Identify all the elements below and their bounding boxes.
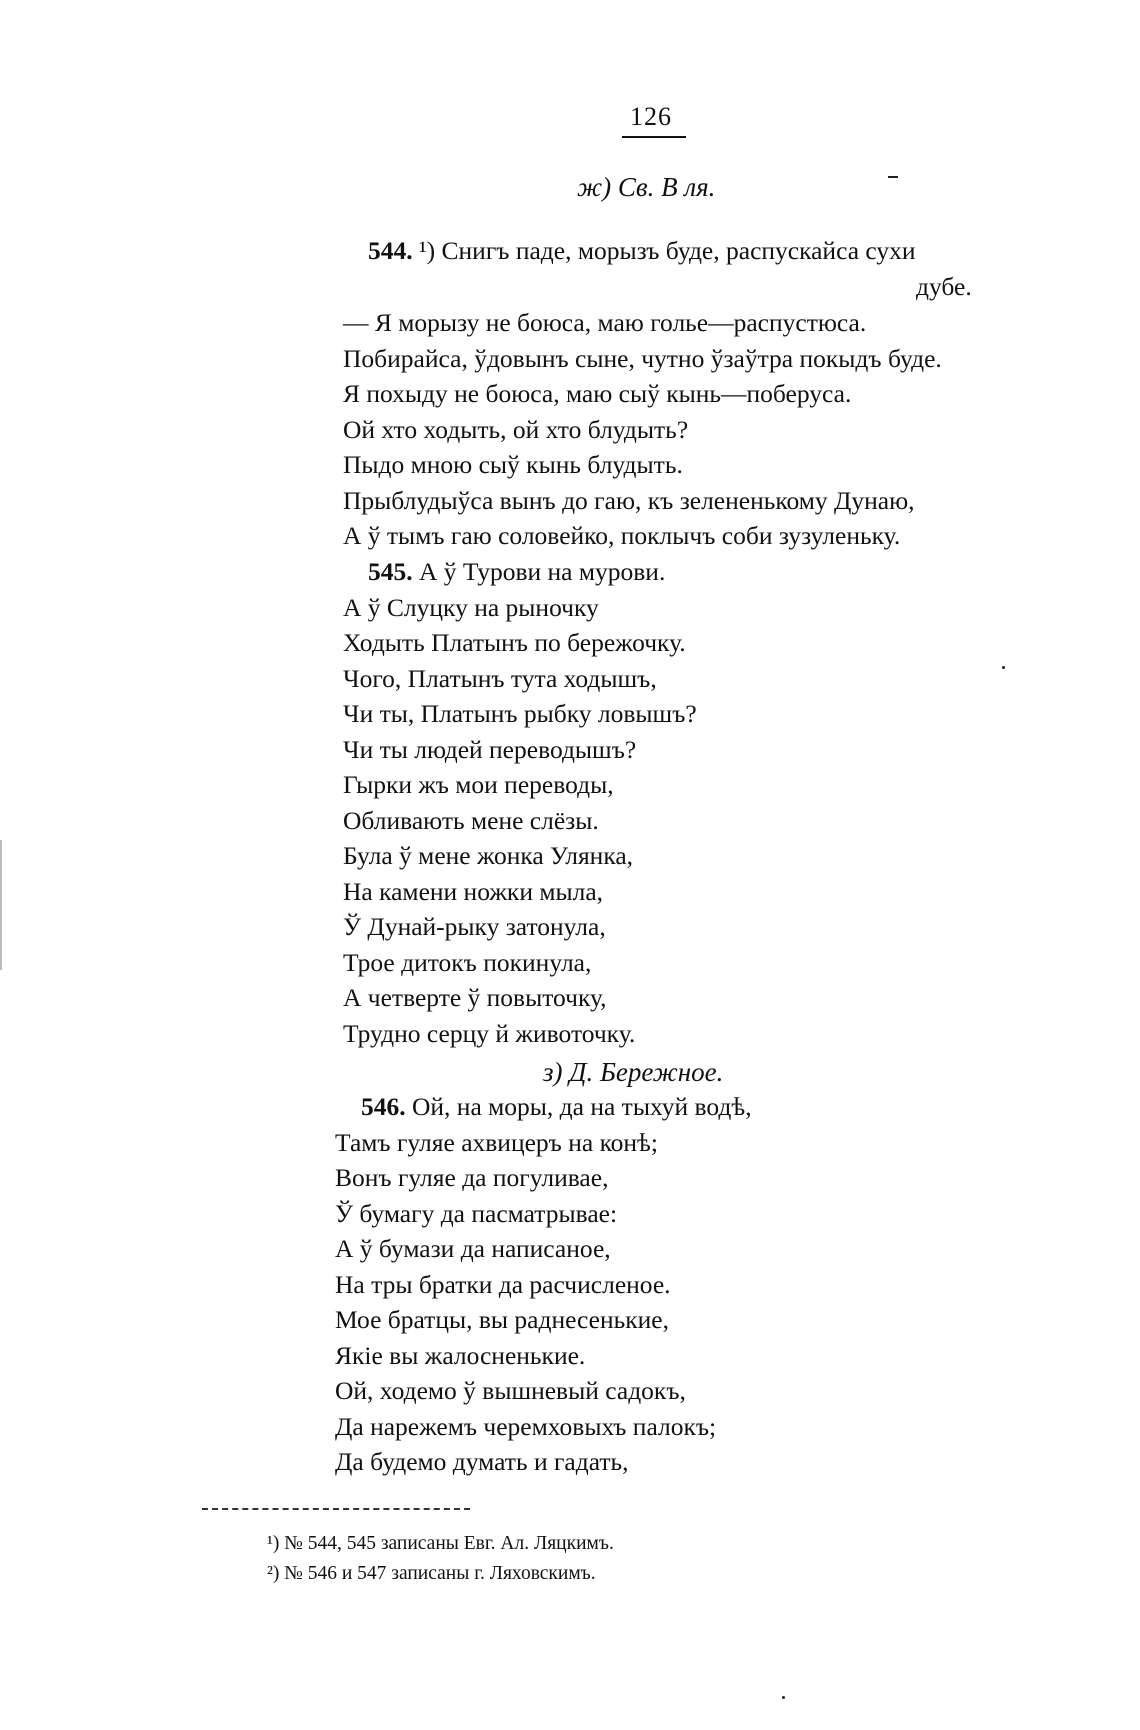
poem-546-line-3: Вонъ гуляе да погуливае, bbox=[335, 1163, 609, 1192]
footnote-2: ²) № 546 и 547 записаны г. Ляховскимъ. bbox=[267, 1563, 596, 1584]
poem-545-line-8: Обливають мене слёзы. bbox=[343, 806, 599, 835]
poem-546-line-10: Да нарежемъ черемховыхъ палокъ; bbox=[335, 1412, 717, 1441]
poem-546-line-11: Да будемо думать и гадать, bbox=[335, 1447, 629, 1476]
poem-545-line-7: Гырки жъ мои переводы, bbox=[343, 770, 614, 799]
page-number-underline bbox=[622, 136, 686, 138]
footnote-separator bbox=[202, 1508, 470, 1510]
poem-545-line-1 bbox=[368, 559, 665, 585]
poem-544-line-8: Прыблудыўса вынъ до гаю, къ зелененькому Дунаю, bbox=[343, 486, 915, 515]
poem-545-line-9: Була ў мене жонка Улянка, bbox=[343, 841, 634, 870]
scan-edge-mark bbox=[0, 840, 2, 970]
scan-speck bbox=[888, 176, 898, 178]
poem-544-line-9: А ў тымъ гаю соловейко, поклычъ соби зузуленьку. bbox=[343, 521, 901, 550]
scan-speck bbox=[1002, 666, 1005, 669]
footnote-mark: ¹) bbox=[419, 236, 436, 265]
poem-546-line-2: Тамъ гуляе ахвицеръ на конѣ; bbox=[335, 1128, 658, 1157]
poem-545-line-4: Чого, Платынъ тута ходышъ, bbox=[343, 664, 657, 693]
poem-544-line-6: Ой хто ходыть, ой хто блудыть? bbox=[343, 415, 689, 444]
page-number: 126 bbox=[630, 102, 672, 131]
section-heading-sv-vlya: ж) Св. В ля. bbox=[577, 172, 716, 202]
poem-545-line-12: Трое дитокъ покинула, bbox=[343, 948, 592, 977]
poem-546-line-8: Якіе вы жалосненькие. bbox=[335, 1341, 586, 1370]
verse-text: А ў Турови на мурови. bbox=[419, 557, 666, 586]
poem-number: 546. bbox=[361, 1092, 406, 1121]
verse-text: Снигъ паде, морызъ буде, распускайса сухи bbox=[441, 236, 916, 265]
poem-545-line-3: Ходыть Платынъ по бережочку. bbox=[343, 628, 686, 657]
poem-546-line-7: Мое братцы, вы раднесенькие, bbox=[335, 1305, 669, 1334]
poem-number: 545. bbox=[368, 557, 413, 586]
poem-545-line-5: Чи ты, Платынъ рыбку ловышъ? bbox=[343, 699, 697, 728]
footnote-1: ¹) № 544, 545 записаны Евг. Ал. Ляцкимъ. bbox=[267, 1533, 614, 1554]
scan-speck bbox=[782, 1696, 785, 1699]
poem-544-line-5: Я похыду не боюса, маю сыў кынь—поберуса. bbox=[343, 379, 852, 408]
poem-544-line-3: — Я морызу не боюса, маю голье—распустюса. bbox=[343, 308, 867, 337]
poem-545-line-13: А четверте ў повыточку, bbox=[343, 983, 607, 1012]
poem-546-line-9: Ой, ходемо ў вышневый садокъ, bbox=[335, 1376, 686, 1405]
poem-544-line-1 bbox=[368, 238, 916, 264]
poem-545-line-2: А ў Слуцку на рыночку bbox=[343, 593, 599, 622]
section-heading-d-berezhnoe: з) Д. Бережное. bbox=[543, 1057, 724, 1087]
poem-number: 544. bbox=[368, 236, 413, 265]
poem-546-line-4: Ў бумагу да пасматрывае: bbox=[335, 1199, 618, 1228]
poem-545-line-14: Трудно серцу й животочку. bbox=[343, 1019, 636, 1048]
verse-text: Ой, на моры, да на тыхуй водѣ, bbox=[412, 1092, 752, 1121]
poem-546-line-1 bbox=[361, 1094, 752, 1120]
poem-544-line-7: Пыдо мною сыў кынь блудыть. bbox=[343, 450, 683, 479]
poem-546-line-5: А ў бумази да написаное, bbox=[335, 1234, 611, 1263]
poem-545-line-11: Ў Дунай-рыку затонула, bbox=[343, 912, 606, 941]
poem-544-line-4: Побирайса, ўдовынъ сыне, чутно ўзаўтра покыдъ буде. bbox=[343, 344, 942, 373]
poem-544-line-2: дубе. bbox=[916, 272, 972, 301]
poem-545-line-6: Чи ты людей переводышъ? bbox=[343, 735, 637, 764]
poem-545-line-10: На камени ножки мыла, bbox=[343, 877, 604, 906]
poem-546-line-6: На тры братки да расчисленое. bbox=[335, 1270, 671, 1299]
